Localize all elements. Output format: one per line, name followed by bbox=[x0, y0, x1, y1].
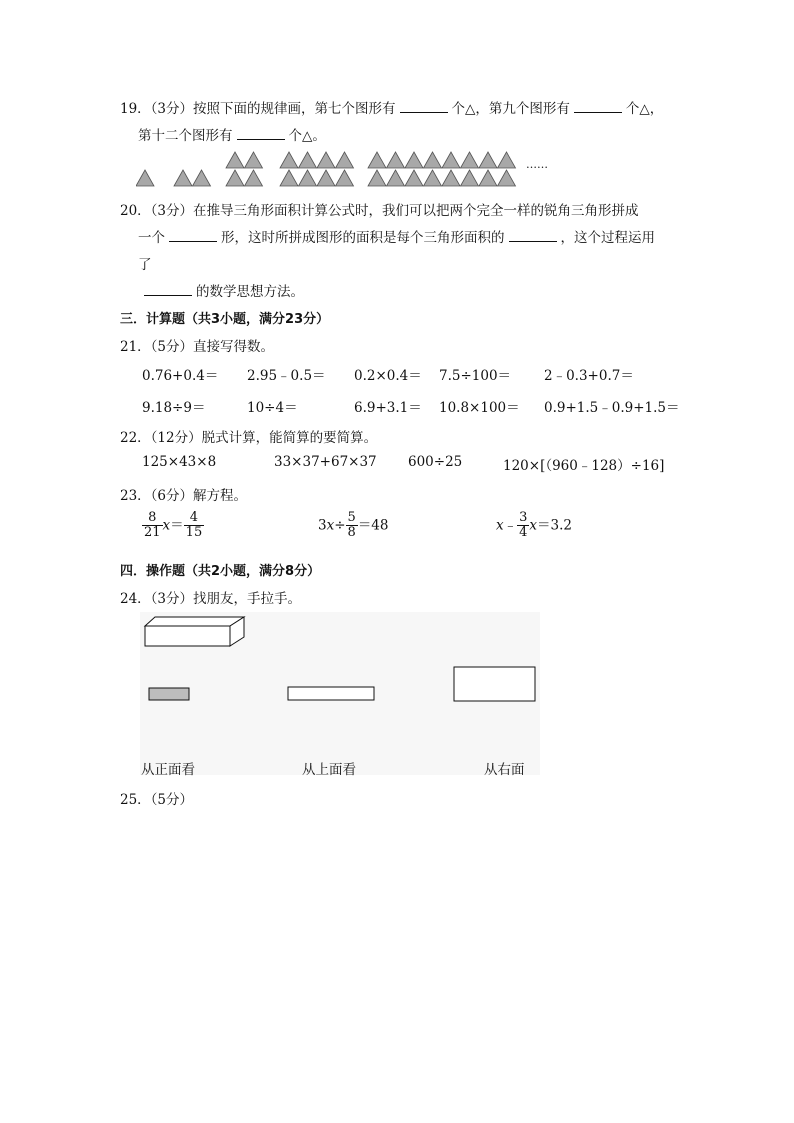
q23-eq1-var: x bbox=[162, 517, 171, 534]
q22-item-1: 125×43×8 bbox=[142, 454, 217, 470]
triangle-icon bbox=[280, 152, 298, 168]
section-4-heading: 四．操作题（共2小题，满分8分） bbox=[120, 564, 321, 579]
q24-title: 24．（3分）找朋友，手拉手。 bbox=[120, 591, 302, 607]
q22-item-2: 33×37+67×37 bbox=[274, 454, 377, 470]
section-3-heading: 三．计算题（共3小题，满分23分） bbox=[120, 312, 330, 327]
triangle-icon bbox=[299, 170, 317, 186]
q21-r1-c2: 2.95﹣0.5＝ bbox=[247, 368, 326, 384]
caption-right-view: 从右面 bbox=[484, 762, 525, 778]
right-view-rect[interactable] bbox=[454, 667, 535, 701]
q23-eq3-minus: ﹣ bbox=[503, 517, 518, 534]
triangle-pattern bbox=[136, 152, 516, 186]
q23-eq3-fraction bbox=[517, 511, 529, 541]
q23-eq3-num: 3 bbox=[519, 510, 528, 525]
q19-unit-2: 个△， bbox=[625, 101, 664, 117]
q22-title: 22．（12分）脱式计算，能简算的要简算。 bbox=[120, 430, 378, 446]
triangle-icon bbox=[479, 152, 497, 168]
q24-figure-panel bbox=[140, 612, 540, 778]
triangle-icon bbox=[368, 152, 386, 168]
q21-r2-c4: 10.8×100＝ bbox=[439, 400, 520, 416]
triangle-icon bbox=[193, 170, 211, 186]
q19-text-b: 第十二个图形有 bbox=[138, 128, 233, 144]
q20-text-c: ，这个过程运用 bbox=[560, 230, 655, 246]
triangle-icon bbox=[442, 152, 460, 168]
q23-equation-2 bbox=[318, 511, 389, 541]
q19-line2 bbox=[138, 124, 326, 144]
q21-r2-c5: 0.9+1.5﹣0.9+1.5＝ bbox=[544, 400, 680, 416]
caption-front-view: 从正面看 bbox=[141, 762, 195, 778]
top-view-rect[interactable] bbox=[288, 687, 374, 700]
q21-r1-c4: 7.5÷100＝ bbox=[439, 368, 512, 384]
q23-eq3-den: 4 bbox=[519, 525, 528, 541]
q21-r1-c3: 0.2×0.4＝ bbox=[354, 368, 422, 384]
q23-equation-1 bbox=[142, 511, 204, 541]
q23-eq1-equals: ＝ bbox=[170, 517, 184, 534]
triangle-pattern-figure bbox=[136, 150, 556, 188]
q19-text-a: 19．（3分）按照下面的规律画，第七个图形有 bbox=[120, 101, 396, 117]
q20-blank-3[interactable] bbox=[144, 283, 192, 296]
q20-line2 bbox=[138, 226, 655, 246]
q23-eq2-var: x bbox=[326, 517, 335, 534]
q20-line4 bbox=[144, 280, 304, 300]
triangle-icon bbox=[226, 170, 244, 186]
triangle-icon bbox=[424, 170, 442, 186]
q23-eq2-den: 8 bbox=[347, 525, 356, 541]
cuboid-shape bbox=[145, 617, 244, 646]
triangle-icon bbox=[405, 152, 423, 168]
triangle-icon bbox=[442, 170, 460, 186]
q20-line3: 了 bbox=[138, 257, 152, 273]
q23-eq2-coef: 3 bbox=[318, 517, 327, 534]
q21-r2-c3: 6.9+3.1＝ bbox=[354, 400, 422, 416]
q25-title: 25．（5分） bbox=[120, 792, 194, 808]
q20-blank-2[interactable] bbox=[509, 229, 557, 242]
q23-eq1-fraction-2 bbox=[184, 511, 205, 541]
q21-r1-c5: 2﹣0.3+0.7＝ bbox=[544, 368, 634, 384]
caption-top-view: 从上面看 bbox=[302, 762, 356, 778]
triangle-icon bbox=[280, 170, 298, 186]
q19-blank-3[interactable] bbox=[237, 127, 285, 140]
triangle-icon bbox=[226, 152, 244, 168]
q19-unit-1: 个△，第九个图形有 bbox=[451, 101, 570, 117]
q23-eq3-var2: x bbox=[529, 517, 538, 534]
q22-item-3: 600÷25 bbox=[408, 454, 463, 470]
q23-eq3-rhs: ＝3.2 bbox=[537, 517, 573, 534]
q19-blank-1[interactable] bbox=[400, 100, 448, 113]
triangle-icon bbox=[136, 170, 154, 186]
triangle-icon bbox=[387, 170, 405, 186]
q21-title: 21．（5分）直接写得数。 bbox=[120, 339, 275, 355]
q21-r2-c2: 10÷4＝ bbox=[247, 400, 298, 416]
triangle-icon bbox=[245, 170, 263, 186]
triangle-icon bbox=[424, 152, 442, 168]
triangle-icon bbox=[317, 152, 335, 168]
triangle-icon bbox=[299, 152, 317, 168]
q23-equation-3 bbox=[496, 511, 572, 541]
triangle-icon bbox=[498, 152, 516, 168]
q23-eq1-num2: 4 bbox=[184, 511, 205, 526]
q20-text-a: 一个 bbox=[138, 230, 165, 246]
q23-eq2-rhs: ＝48 bbox=[357, 517, 389, 534]
q23-eq2-fraction bbox=[346, 511, 358, 541]
triangle-icon bbox=[317, 170, 335, 186]
q23-eq2-num: 5 bbox=[347, 510, 356, 525]
triangle-icon bbox=[368, 170, 386, 186]
q19-unit-3: 个△。 bbox=[288, 128, 326, 144]
q23-eq1-den2: 15 bbox=[185, 525, 203, 541]
q23-eq3-var: x bbox=[496, 517, 504, 534]
q23-title: 23．（6分）解方程。 bbox=[120, 488, 248, 504]
triangle-icon bbox=[461, 152, 479, 168]
triangle-icon bbox=[174, 170, 192, 186]
q23-eq2-div: ÷ bbox=[334, 517, 346, 534]
q20-blank-1[interactable] bbox=[169, 229, 217, 242]
triangle-icon bbox=[461, 170, 479, 186]
q24-figure bbox=[140, 612, 540, 775]
q22-item-4: 120×[（960﹣128）÷16] bbox=[503, 458, 665, 474]
q20-text-b: 形，这时所拼成图形的面积是每个三角形面积的 bbox=[221, 230, 505, 246]
front-view-rect[interactable] bbox=[149, 688, 189, 700]
q19-blank-2[interactable] bbox=[574, 100, 622, 113]
triangle-icon bbox=[336, 152, 354, 168]
triangle-icon bbox=[405, 170, 423, 186]
triangle-icon bbox=[336, 170, 354, 186]
q21-r2-c1: 9.18÷9＝ bbox=[142, 400, 206, 416]
q20-line1: 20．（3分）在推导三角形面积计算公式时，我们可以把两个完全一样的锐角三角形拼成 bbox=[120, 203, 639, 219]
q19-line1 bbox=[120, 97, 663, 117]
pattern-ellipsis: …… bbox=[526, 158, 548, 171]
q23-eq1-num1: 8 bbox=[142, 511, 163, 526]
q20-text-d: 的数学思想方法。 bbox=[196, 284, 304, 300]
triangle-icon bbox=[387, 152, 405, 168]
triangle-icon bbox=[498, 170, 516, 186]
triangle-icon bbox=[479, 170, 497, 186]
triangle-icon bbox=[245, 152, 263, 168]
q23-eq1-fraction-1 bbox=[142, 511, 163, 541]
q23-eq1-den1: 21 bbox=[144, 525, 161, 541]
q21-r1-c1: 0.76+0.4＝ bbox=[142, 368, 219, 384]
